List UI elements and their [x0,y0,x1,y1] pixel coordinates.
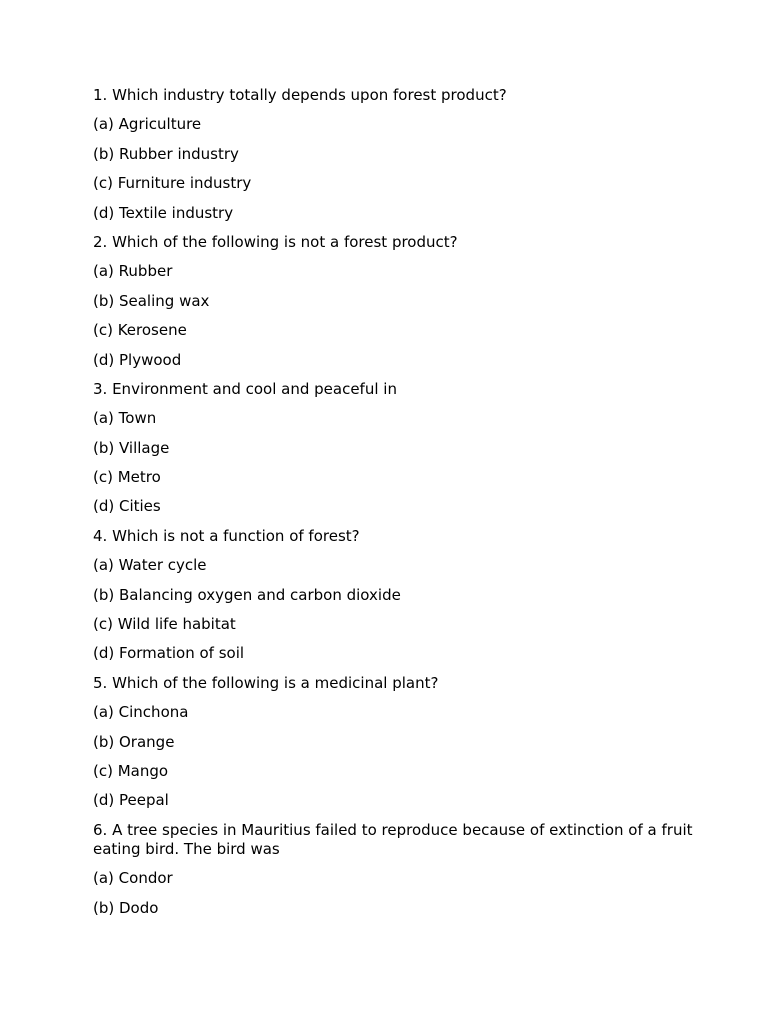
question-2-option-a: (a) Rubber [93,262,173,281]
question-1-option-a: (a) Agriculture [93,115,202,134]
question-1-option-b: (b) Rubber industry [93,144,239,163]
question-3-option-c: (c) Metro [93,468,161,487]
question-4-text: 4. Which is not a function of forest? [93,526,360,545]
question-5-option-b: (b) Orange [93,732,175,751]
question-6-option-b: (b) Dodo [93,898,159,917]
question-sheet [93,86,693,928]
question-3-text: 3. Environment and cool and peaceful in [93,379,397,398]
question-2-option-d: (d) Plywood [93,350,182,369]
question-4-option-c: (c) Wild life habitat [93,615,236,634]
question-2-option-c: (c) Kerosene [93,321,187,340]
question-6-option-a: (a) Condor [93,869,173,888]
question-6-text: 6. A tree species in Mauritius failed to reproduce because of extinction of a fruit eating bird. The bird was [93,820,693,858]
question-1-text: 1. Which industry totally depends upon forest product? [93,86,507,104]
question-1-option-c: (c) Furniture industry [93,174,252,193]
question-2-option-b: (b) Sealing wax [93,291,210,310]
question-4-option-d: (d) Formation of soil [93,644,245,663]
question-2-text: 2. Which of the following is not a forest product? [93,232,458,251]
question-3-option-b: (b) Village [93,438,170,457]
question-5-option-c: (c) Mango [93,761,169,780]
question-5-text: 5. Which of the following is a medicinal plant? [93,673,439,692]
question-5-option-a: (a) Cinchona [93,703,189,722]
question-4-option-b: (b) Balancing oxygen and carbon dioxide [93,585,401,604]
question-3-option-a: (a) Town [93,409,157,428]
question-5-option-d: (d) Peepal [93,791,169,810]
question-1-option-d: (d) Textile industry [93,203,234,222]
question-4-option-a: (a) Water cycle [93,556,207,575]
question-3-option-d: (d) Cities [93,497,161,516]
